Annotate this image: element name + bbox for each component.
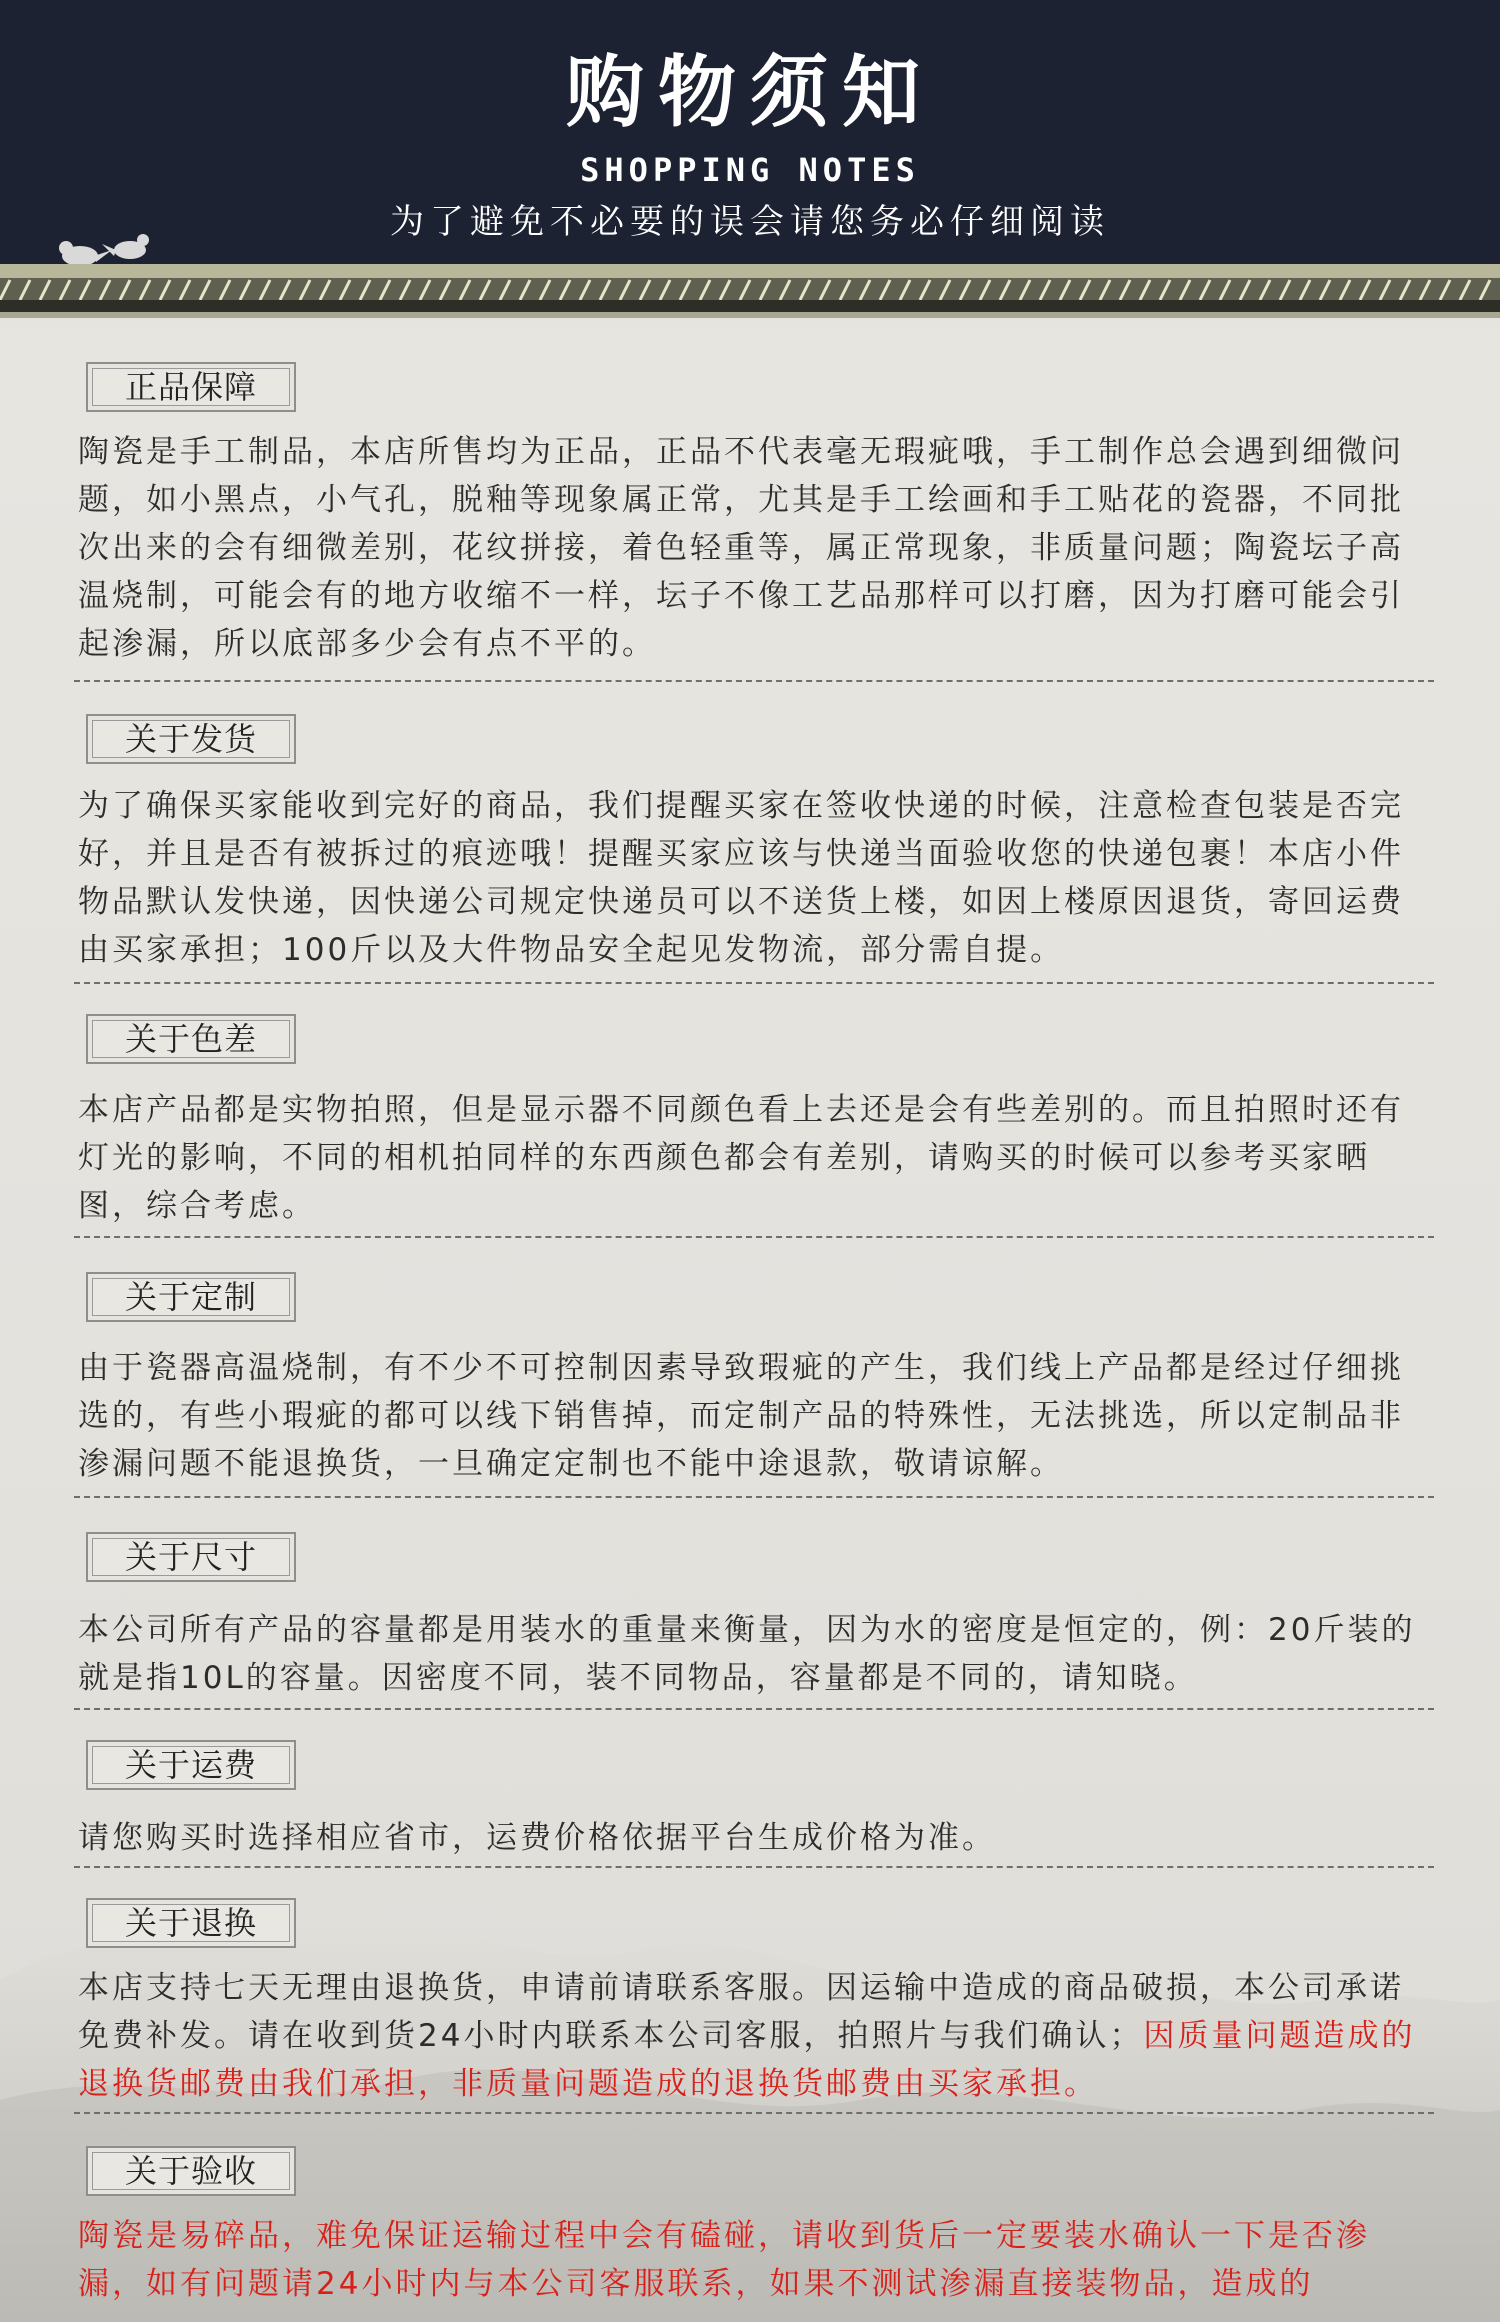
section-title-returns: 关于退换 bbox=[86, 1898, 296, 1948]
section-divider bbox=[74, 680, 1434, 682]
section-body-freight: 请您购买时选择相应省市，运费价格依据平台生成价格为准。 bbox=[78, 1820, 996, 1856]
section-title-freight: 关于运费 bbox=[86, 1740, 296, 1790]
returns-body-text: 本店支持七天无理由退换货，申请前请联系客服。因运输中造成的商品破损，本公司承诺免费补发。请在收到货24小时内联系本公司客服，拍照片与我们确认； bbox=[78, 1970, 1404, 2054]
section-title-color-difference: 关于色差 bbox=[86, 1014, 296, 1064]
section-title-inspection: 关于验收 bbox=[86, 2146, 296, 2196]
roof-tiles-decoration bbox=[0, 220, 1500, 330]
section-title-customization: 关于定制 bbox=[86, 1272, 296, 1322]
section-divider bbox=[74, 1866, 1434, 1868]
section-body-color-difference: 本店产品都是实物拍照，但是显示器不同颜色看上去还是会有些差别的。而且拍照时还有灯光的影响，不同的相机拍同样的东西颜色都会有差别，请购买的时候可以参考买家晒图，综合考虑。 bbox=[78, 1092, 1404, 1224]
section-title-shipping: 关于发货 bbox=[86, 714, 296, 764]
birds-icon bbox=[59, 234, 149, 266]
page-title: 购物须知 bbox=[565, 47, 934, 138]
page-subtitle-english: SHOPPING NOTES bbox=[580, 151, 920, 189]
section-body-shipping: 为了确保买家能收到完好的商品，我们提醒买家在签收快递的时候，注意检查包装是否完好，并且是否有被拆过的痕迹哦！提醒买家应该与快递当面验收您的快递包裹！本店小件物品默认发快递，因快递公司规定快递员可以不送货上楼，如因上楼原因退货，寄回运费由买家承担；100斤以及大件物品安全起见发物流，部分需自提。 bbox=[78, 788, 1404, 968]
section-body-customization: 由于瓷器高温烧制，有不少不可控制因素导致瑕疵的产生，我们线上产品都是经过仔细挑选的，有些小瑕疵的都可以线下销售掉，而定制产品的特殊性，无法挑选，所以定制品非渗漏问题不能退换货，一旦确定定制也不能中途退款，敬请谅解。 bbox=[78, 1350, 1404, 1482]
section-divider bbox=[74, 1708, 1434, 1710]
section-body-returns bbox=[78, 1964, 1418, 2108]
page-subtitle-chinese: 为了避免不必要的误会请您务必仔细阅读 bbox=[390, 202, 1110, 242]
section-divider bbox=[74, 1236, 1434, 1238]
section-body-authentic: 陶瓷是手工制品，本店所售均为正品，正品不代表毫无瑕疵哦，手工制作总会遇到细微问题，如小黑点，小气孔，脱釉等现象属正常，尤其是手工绘画和手工贴花的瓷器，不同批次出来的会有细微差别，花纹拼接，着色轻重等，属正常现象，非质量问题；陶瓷坛子高温烧制，可能会有的地方收缩不一样，坛子不像工艺品那样可以打磨，因为打磨可能会引起渗漏，所以底部多少会有点不平的。 bbox=[78, 434, 1404, 662]
section-divider bbox=[74, 982, 1434, 984]
section-divider bbox=[74, 1496, 1434, 1498]
page-header bbox=[0, 0, 1500, 330]
section-title-authentic: 正品保障 bbox=[86, 362, 296, 412]
section-divider bbox=[74, 2112, 1434, 2114]
section-body-size: 本公司所有产品的容量都是用装水的重量来衡量，因为水的密度是恒定的，例：20斤装的就是指10L的容量。因密度不同，装不同物品，容量都是不同的，请知晓。 bbox=[78, 1612, 1416, 1696]
section-title-size: 关于尺寸 bbox=[86, 1532, 296, 1582]
returns-body-highlight: 因质量问题造成的退换货邮费由我们承担，非质量问题造成的退换货邮费由买家承担。 bbox=[78, 2018, 1416, 2102]
section-body-inspection: 陶瓷是易碎品，难免保证运输过程中会有磕碰，请收到货后一定要装水确认一下是否渗漏，如有问题请24小时内与本公司客服联系，如果不测试渗漏直接装物品，造成的 bbox=[78, 2218, 1370, 2302]
